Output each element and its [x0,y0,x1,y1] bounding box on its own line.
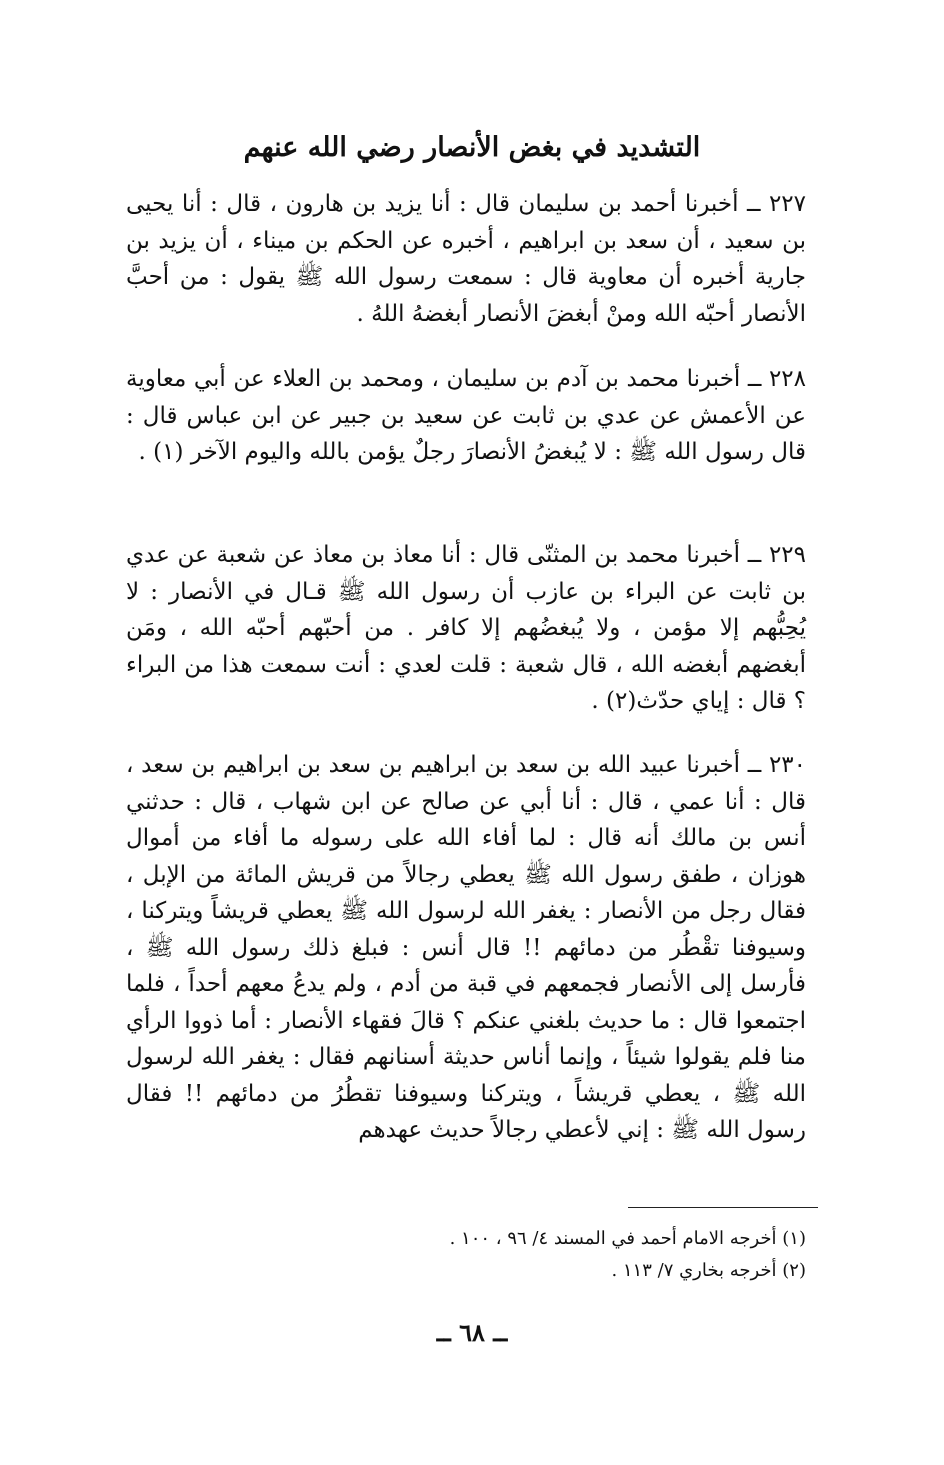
hadith-230: ٢٣٠ ــ أخبرنا عبيد الله بن سعد بن ابراهيم بن سعد بن ابراهيم بن سعد ، قال : أنا عمي ، قال : أنا أبي عن صالح عن ابن شهاب ، قال : حدثني أنس بن مالك أنه قال : لما أفاء الله على رسوله ما أفاء من أموال هوزان ، طفق رسول الله ﷺ يعطي رجالاً من قريش المائة من الإبل ، فقال رجل من الأنصار : يغفر الله لرسول الله ﷺ يعطي قريشاً ويتركنا ، وسيوفنا تقْطُر من دمائهم !! قال أنس : فبلغ ذلك رسول الله ﷺ ، فأرسل إلى الأنصار فجمعهم في قبة من أدم ، ولم يدعُ معهم أحداً ، فلما اجتمعوا قال : ما حديث بلغني عنكم ؟ قالَ فقهاء الأنصار : أما ذووا الرأي منا فلم يقولوا شيئاً ، وإنما أناس حديثة أسنانهم فقال : يغفر الله لرسول الله ﷺ ، يعطي قريشاً ، ويتركنا وسيوفنا تقطُرُ من دمائهم !! فقال رسول الله ﷺ : إني لأعطي رجالاً حديث عهدهم [126,752,806,1143]
hadith-227: ٢٢٧ ــ أخبرنا أحمد بن سليمان قال : أنا يزيد بن هارون ، قال : أنا يحيى بن سعيد ، أن سعد بن ابراهيم ، أخبره عن الحكم بن ميناء ، أن يزيد بن جارية أخبره أن معاوية قال : سمعت رسول الله ﷺ يقول : من أحبَّ الأنصار أحبّه الله ومنْ أبغضَ الأنصار أبغضهُ اللهُ . [126,191,806,327]
hadith-228: ٢٢٨ ــ أخبرنا محمد بن آدم بن سليمان ، ومحمد بن العلاء عن أبي معاوية عن الأعمش عن عدي بن ثابت عن سعيد بن جبير عن ابن عباس قال : قال رسول الله ﷺ : لا يُبغضُ الأنصارَ رجلٌ يؤمن بالله واليوم الآخر (١) . [126,366,806,465]
footnote-1: (١) أخرجه الامام أحمد في المسند ٤/ ٩٦ ، ١٠٠ . [449,1228,806,1249]
page-number: ــ ٦٨ ــ [436,1318,508,1347]
footnote-2: (٢) أخرجه بخاري ٧/ ١١٣ . [611,1260,806,1281]
hadith-229: ٢٢٩ ــ أخبرنا محمد بن المثنّى قال : أنا معاذ بن معاذ عن شعبة عن عدي بن ثابت عن البراء بن عازب أن رسول الله ﷺ قـال في الأنصار : لا يُحِبُّهم إلا مؤمن ، ولا يُبغضُهم إلا كافر . من أحبّهم أحبّه الله ، ومَن أبغضهم أبغضه الله ، قال شعبة : قلت لعدي : أنت سمعت هذا من البراء ؟ قال : إياي حدّث(٢) . [126,542,806,714]
page-title: التشديد في بغض الأنصار رضي الله عنهم [243,132,701,163]
footnote-divider [628,1207,818,1208]
